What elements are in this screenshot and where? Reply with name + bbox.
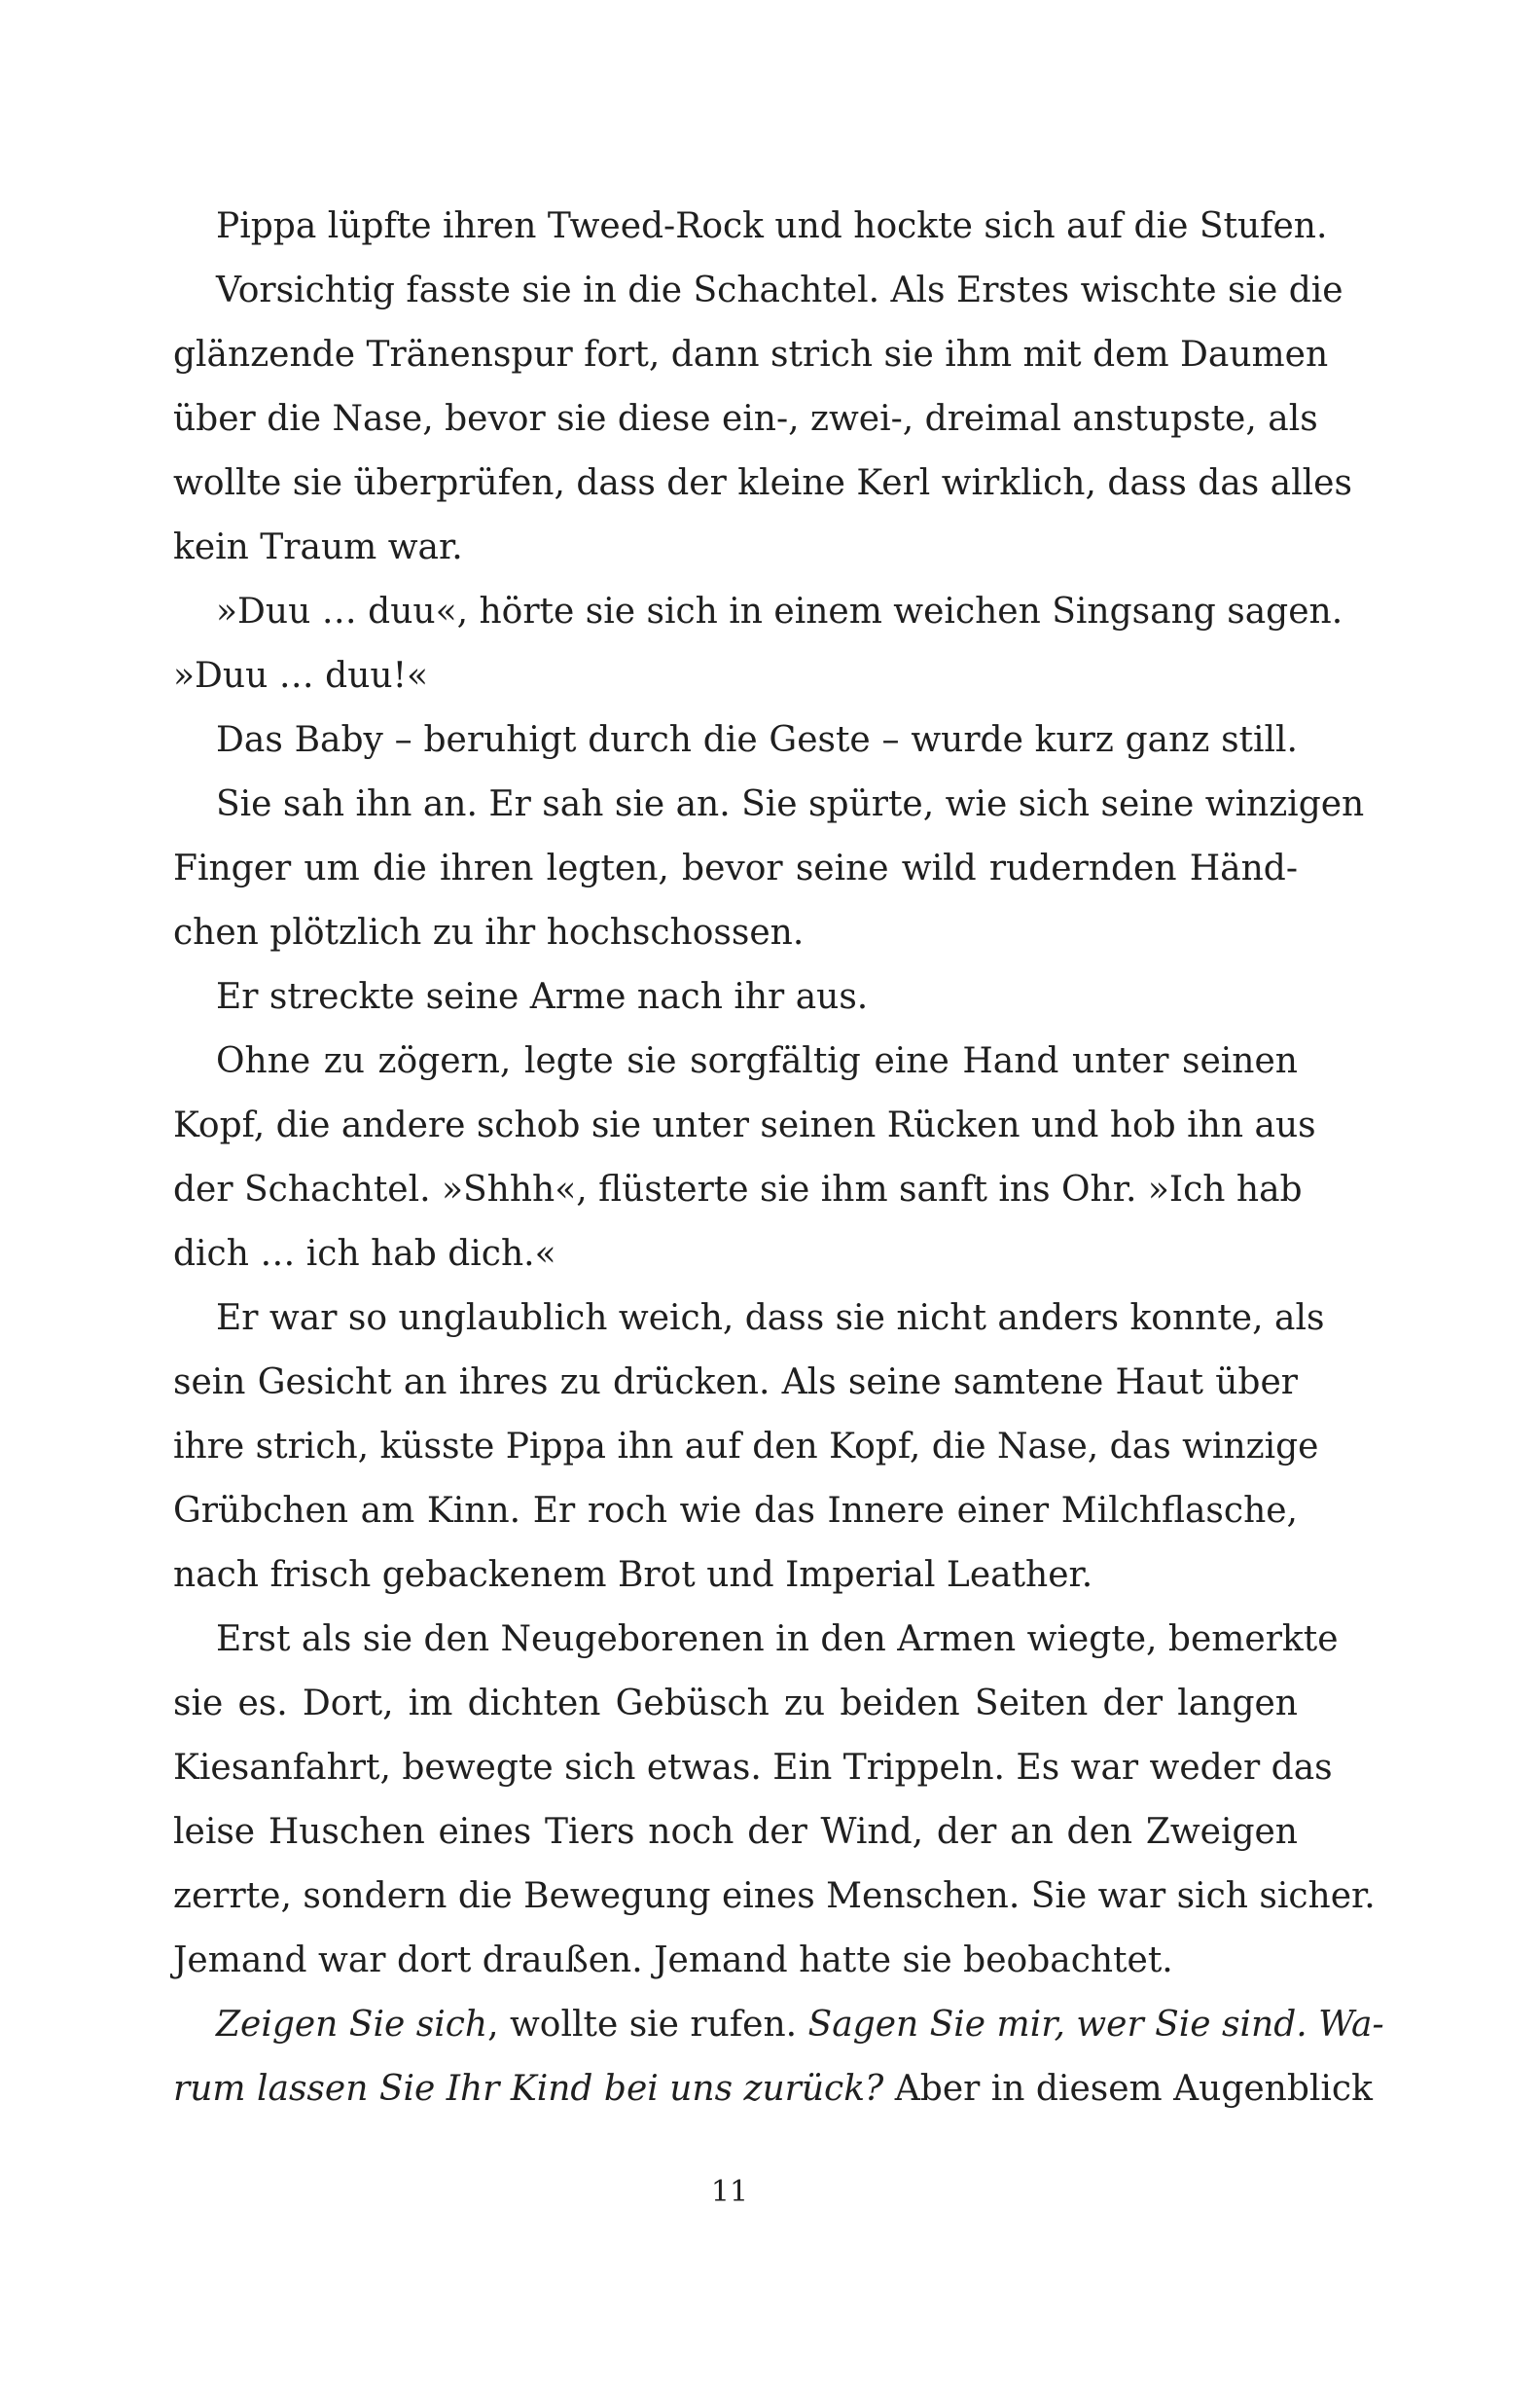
text-line: Finger um die ihren legten, bevor seine wild rudernden Händ- — [173, 849, 1298, 888]
text-line: Er streckte seine Arme nach ihr aus. — [216, 977, 869, 1017]
text-line: Kopf, die andere schob sie unter seinen Rücken und hob ihn aus — [173, 1105, 1316, 1145]
text-line: Das Baby – beruhigt durch die Geste – wurde kurz ganz still. — [216, 720, 1298, 760]
text-line: nach frisch gebackenem Brot und Imperial Leather. — [173, 1555, 1093, 1595]
text-line-mixed — [173, 1993, 1384, 2057]
text-line: ihre strich, küsste Pippa ihn auf den Kopf, die Nase, das winzige — [173, 1427, 1319, 1467]
text-line: Pippa lüpfte ihren Tweed-Rock und hockte sich auf die Stufen. — [216, 206, 1328, 246]
text-line: sie es. Dort, im dichten Gebüsch zu beiden Seiten der langen — [173, 1684, 1298, 1723]
text-line: der Schachtel. »Shhh«, flüsterte sie ihm sanft ins Ohr. »Ich hab — [173, 1170, 1303, 1210]
text-line: leise Huschen eines Tiers noch der Wind, der an den Zweigen — [173, 1812, 1298, 1852]
text-line: Sie sah ihn an. Er sah sie an. Sie spürte, wie sich seine winzigen — [216, 784, 1365, 824]
text-line: Grübchen am Kinn. Er roch wie das Innere einer Milchflasche, — [173, 1491, 1298, 1531]
text-line: dich … ich hab dich.« — [173, 1234, 556, 1274]
text-line: Kiesanfahrt, bewegte sich etwas. Ein Trippeln. Es war weder das — [173, 1748, 1333, 1788]
body-text — [173, 195, 1384, 2121]
text-line: Ohne zu zögern, legte sie sorgfältig eine Hand unter seinen — [216, 1041, 1298, 1081]
text-line: glänzende Tränenspur fort, dann strich sie ihm mit dem Daumen — [173, 335, 1329, 375]
roman-span: , wollte sie rufen. — [487, 2005, 808, 2045]
text-line: chen plötzlich zu ihr hochschossen. — [173, 913, 805, 953]
text-line: kein Traum war. — [173, 527, 463, 567]
italic-span: rum lassen Sie Ihr Kind bei uns zurück? — [173, 2069, 884, 2109]
italic-span: Sagen Sie mir, wer Sie sind. Wa- — [807, 2005, 1384, 2045]
text-line-mixed — [173, 2057, 1373, 2121]
text-line: sein Gesicht an ihres zu drücken. Als seine samtene Haut über — [173, 1362, 1298, 1402]
text-line: Vorsichtig fasste sie in die Schachtel. Als Erstes wischte sie die — [216, 271, 1343, 310]
text-line: Erst als sie den Neugeborenen in den Armen wiegte, bemerkte — [216, 1619, 1339, 1659]
italic-span: Zeigen Sie sich — [216, 2005, 488, 2045]
text-line: wollte sie überprüfen, dass der kleine Kerl wirklich, dass das alles — [173, 463, 1352, 503]
text-line: zerrte, sondern die Bewegung eines Menschen. Sie war sich sicher. — [173, 1876, 1376, 1916]
text-line: Jemand war dort draußen. Jemand hatte sie beobachtet. — [173, 1940, 1173, 1980]
text-line: »Duu … duu!« — [173, 656, 429, 696]
text-line: über die Nase, bevor sie diese ein-, zwei-, dreimal anstupste, als — [173, 399, 1318, 439]
roman-span: Aber in diesem Augenblick — [883, 2069, 1373, 2109]
page-number: 11 — [710, 2175, 749, 2209]
text-line: »Duu … duu«, hörte sie sich in einem weichen Singsang sagen. — [216, 592, 1343, 632]
text-line: Er war so unglaublich weich, dass sie nicht anders konnte, als — [216, 1298, 1325, 1338]
